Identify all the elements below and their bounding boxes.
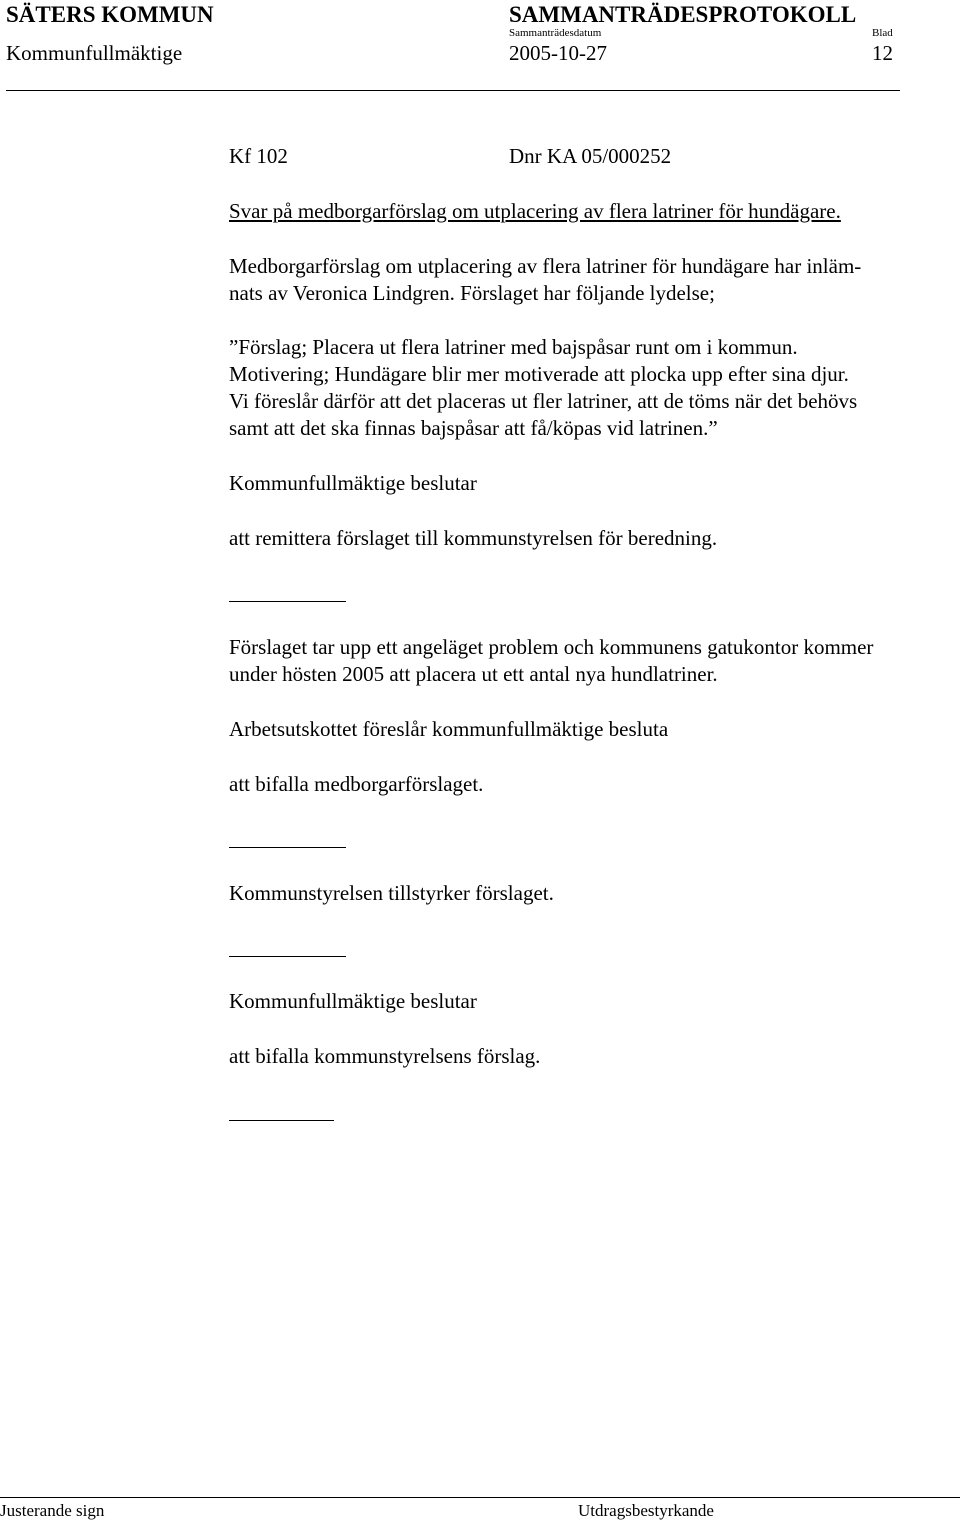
au-text: att bifalla medborgarförslaget. [229, 772, 484, 796]
quote-line-3: Vi föreslår därför att det placeras ut fler latriner, att de töms när det behövs [229, 389, 858, 413]
intro-line-1: Medborgarförslag om utplacering av flera latriner för hundägare har inläm- [229, 254, 862, 278]
assembly-name: Kommunfullmäktige [6, 41, 183, 65]
footer-rule [0, 1497, 960, 1498]
decision-2-text: att bifalla kommunstyrelsens förslag. [229, 1044, 541, 1068]
page-label: Blad [872, 27, 893, 39]
meeting-date-label: Sammanträdesdatum [509, 27, 602, 39]
document-type: SAMMANTRÄDESPROTOKOLL [509, 2, 857, 27]
justerande-sign-label: Justerande sign [0, 1501, 105, 1520]
intro-line-2: nats av Veronica Lindgren. Förslaget har följande lydelse; [229, 281, 715, 305]
separator-line [229, 956, 346, 957]
decision-1-text: att remittera förslaget till kommunstyrelsen för beredning. [229, 526, 718, 550]
quote-line-4: samt att det ska finnas bajspåsar att få/köpas vid latrinen.” [229, 416, 718, 440]
case-dnr: Dnr KA 05/000252 [509, 144, 672, 168]
separator-line [229, 1120, 334, 1121]
header-rule [6, 90, 900, 91]
ks-text: Kommunstyrelsen tillstyrker förslaget. [229, 881, 554, 905]
meeting-date: 2005-10-27 [509, 41, 607, 65]
paragraph-number: Kf 102 [229, 144, 288, 168]
separator-line [229, 601, 346, 602]
decision-1-heading: Kommunfullmäktige beslutar [229, 471, 477, 495]
response-line-2: under hösten 2005 att placera ut ett antal nya hundlatriner. [229, 662, 718, 686]
page-number: 12 [872, 41, 893, 65]
separator-line [229, 847, 346, 848]
quote-line-1: ”Förslag; Placera ut flera latriner med bajspåsar runt om i kommun. [229, 335, 798, 359]
response-line-1: Förslaget tar upp ett angeläget problem och kommunens gatukontor kommer [229, 635, 874, 659]
municipality-name: SÄTERS KOMMUN [6, 2, 214, 27]
utdragsbestyrkande-label: Utdragsbestyrkande [578, 1501, 714, 1520]
decision-2-heading: Kommunfullmäktige beslutar [229, 989, 477, 1013]
quote-line-2: Motivering; Hundägare blir mer motiverade att plocka upp efter sina djur. [229, 362, 849, 386]
case-title: Svar på medborgarförslag om utplacering av flera latriner för hundägare. [229, 199, 841, 223]
au-heading: Arbetsutskottet föreslår kommunfullmäktige besluta [229, 717, 669, 741]
